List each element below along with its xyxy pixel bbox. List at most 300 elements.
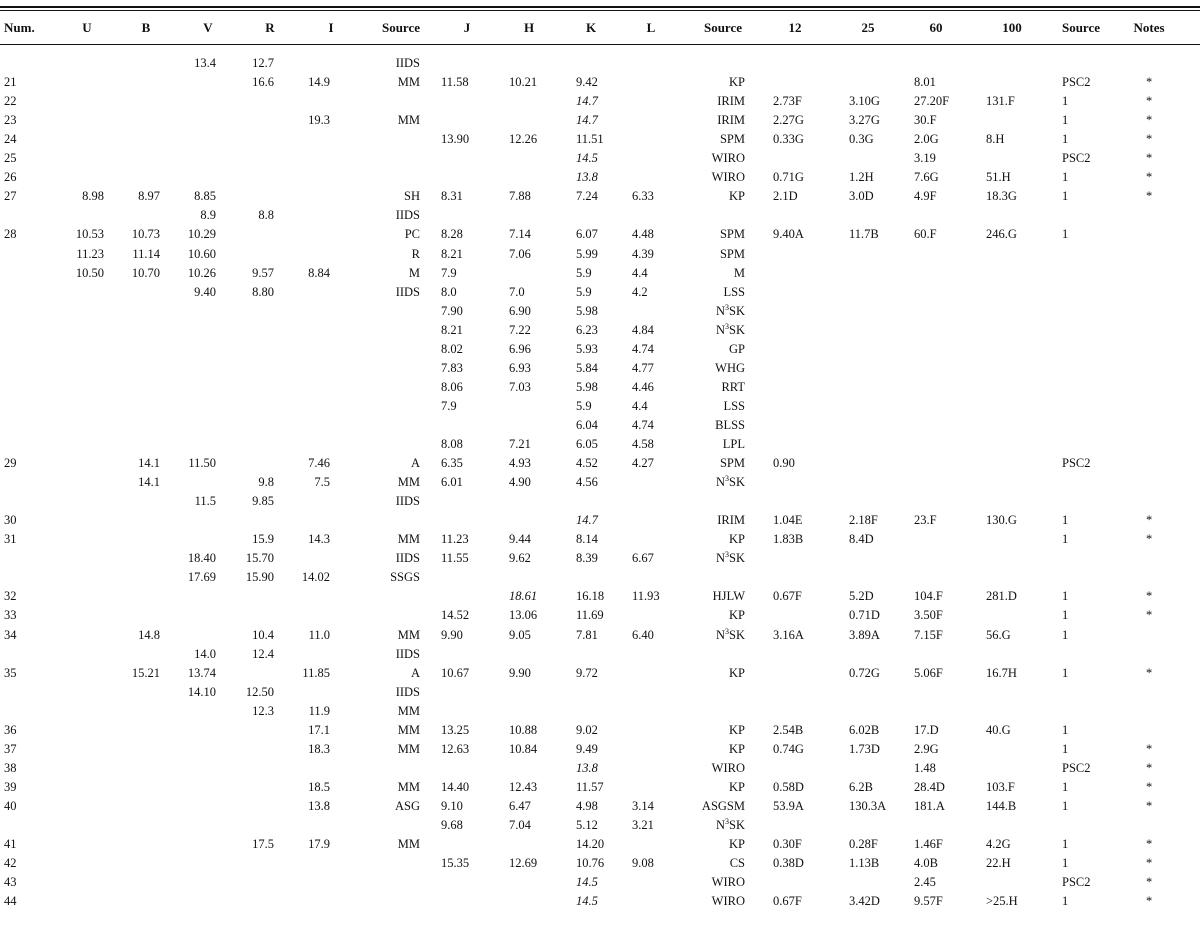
table-cell: 5.84 (576, 361, 598, 375)
table-cell: * (1146, 856, 1153, 870)
header-cell: V (203, 20, 213, 35)
table-cell: 14.5 (576, 894, 598, 908)
table-cell: SPM (719, 456, 745, 470)
table-cell: WIRO (711, 894, 745, 908)
table-cell: 0.58D (773, 780, 804, 794)
table-cell: 12.50 (245, 685, 274, 699)
table-cell: 2.45 (914, 875, 936, 889)
table-cell: 8.9 (200, 208, 216, 222)
table-cell: 8.0 (441, 285, 457, 299)
table-cell: 8.85 (194, 189, 216, 203)
header-cell: L (646, 20, 656, 35)
table-cell: 17.1 (308, 723, 330, 737)
table-cell: 4.4 (632, 399, 648, 413)
row-number: 37 (4, 742, 17, 756)
table-cell: 1.46F (914, 837, 943, 851)
table-cell: 4.56 (576, 475, 598, 489)
row-number: 22 (4, 94, 17, 108)
table-cell: 28.4D (914, 780, 945, 794)
table-cell: 14.9 (308, 75, 330, 89)
table-cell: * (1146, 513, 1153, 527)
table-cell: IIDS (395, 494, 420, 508)
table-cell: 6.07 (576, 227, 598, 241)
table-cell: 0.67F (773, 589, 802, 603)
table-cell: 4.48 (632, 227, 654, 241)
row-number: 21 (4, 75, 17, 89)
table-cell: BLSS (715, 418, 745, 432)
table-cell: $N^3SK$ (715, 303, 745, 318)
table-cell: WIRO (711, 170, 745, 184)
row-number: 41 (4, 837, 17, 851)
table-cell: 4.74 (632, 342, 654, 356)
table-cell: 0.74G (773, 742, 804, 756)
table-cell: 6.01 (441, 475, 463, 489)
table-cell: 15.9 (252, 532, 274, 546)
header-cell: K (585, 20, 597, 35)
table-cell: 6.47 (509, 799, 531, 813)
table-cell: 0.3G (849, 132, 874, 146)
table-cell: 7.6G (914, 170, 939, 184)
table-cell: 7.9 (441, 399, 457, 413)
table-cell: 0.72G (849, 666, 880, 680)
table-cell: 10.88 (509, 723, 538, 737)
table-cell: 9.72 (576, 666, 598, 680)
table-cell: 13.74 (187, 666, 216, 680)
header-cell: B (141, 20, 151, 35)
row-number: 24 (4, 132, 17, 146)
table-cell: 10.73 (131, 227, 160, 241)
header-cell: Source (1061, 20, 1101, 35)
table-cell: 0.67F (773, 894, 802, 908)
table-cell: 7.0 (509, 285, 525, 299)
table-cell: 8.21 (441, 247, 463, 261)
table-cell: 246.G (986, 227, 1017, 241)
table-cell: $N^3SK$ (715, 817, 745, 832)
table-cell: 2.54B (773, 723, 804, 737)
table-cell: 1 (1062, 666, 1069, 680)
table-cell: WIRO (711, 151, 745, 165)
table-cell: 103.F (986, 780, 1015, 794)
table-cell: 4.27 (632, 456, 654, 470)
table-cell: 0.90 (773, 456, 795, 470)
table-cell: 17.5 (252, 837, 274, 851)
table-cell: 15.70 (245, 551, 274, 565)
table-cell: 14.7 (576, 94, 598, 108)
table-cell: 1 (1062, 532, 1069, 546)
table-cell: LPL (722, 437, 745, 451)
table-cell: 4.0B (914, 856, 938, 870)
table-cell: 7.03 (509, 380, 531, 394)
table-cell: 10.67 (441, 666, 470, 680)
table-cell: 9.40A (773, 227, 804, 241)
table-cell: ASGSM (701, 799, 745, 813)
table-cell: 16.18 (576, 589, 605, 603)
table-cell: 1 (1062, 189, 1069, 203)
table-cell: 6.35 (441, 456, 463, 470)
table-cell: CS (729, 856, 745, 870)
table-cell: 3.27G (849, 113, 880, 127)
table-cell: 7.81 (576, 628, 598, 642)
row-number: 34 (4, 628, 17, 642)
table-cell: PSC2 (1062, 75, 1091, 89)
header-cell: Source (703, 20, 743, 35)
table-cell: IIDS (395, 647, 420, 661)
table-cell: 6.93 (509, 361, 531, 375)
table-cell: 9.90 (509, 666, 531, 680)
table-cell: 53.9A (773, 799, 804, 813)
table-cell: KP (729, 189, 745, 203)
table-cell: 5.98 (576, 304, 598, 318)
header-cell: Num. (4, 20, 35, 35)
table-cell: 5.2D (849, 589, 874, 603)
header-cell: I (328, 20, 334, 35)
table-cell: 1.04E (773, 513, 803, 527)
table-cell: 14.10 (187, 685, 216, 699)
table-cell: $N^3SK$ (715, 627, 745, 642)
table-cell: 9.62 (509, 551, 531, 565)
table-cell: 5.98 (576, 380, 598, 394)
table-cell: 7.14 (509, 227, 531, 241)
table-cell: 6.05 (576, 437, 598, 451)
table-cell: 18.3G (986, 189, 1017, 203)
table-cell: 2.18F (849, 513, 878, 527)
table-cell: M (733, 266, 745, 280)
table-cell: * (1146, 94, 1153, 108)
table-cell: 13.06 (509, 608, 538, 622)
table-cell: A (410, 456, 420, 470)
table-cell: 10.26 (187, 266, 216, 280)
table-cell: 14.1 (138, 475, 160, 489)
table-cell: * (1146, 132, 1153, 146)
table-cell: 281.D (986, 589, 1017, 603)
table-cell: KP (729, 608, 745, 622)
table-cell: LSS (723, 399, 745, 413)
table-cell: 3.42D (849, 894, 880, 908)
table-cell: 8.06 (441, 380, 463, 394)
table-cell: 1 (1062, 799, 1069, 813)
row-number: 33 (4, 608, 17, 622)
table-cell: 14.7 (576, 513, 598, 527)
table-cell: 9.05 (509, 628, 531, 642)
table-cell: 7.06 (509, 247, 531, 261)
table-cell: 0.30F (773, 837, 802, 851)
table-cell: 4.58 (632, 437, 654, 451)
table-cell: 9.40 (194, 285, 216, 299)
table-cell: 104.F (914, 589, 943, 603)
table-cell: 4.2 (632, 285, 648, 299)
table-cell: 4.46 (632, 380, 654, 394)
table-cell: WHG (715, 361, 745, 375)
table-cell: 0.28F (849, 837, 878, 851)
table-cell: MM (397, 475, 420, 489)
table-cell: 10.21 (509, 75, 538, 89)
table-cell: 9.02 (576, 723, 598, 737)
table-cell: * (1146, 666, 1153, 680)
table-cell: 0.38D (773, 856, 804, 870)
table-cell: 5.9 (576, 285, 592, 299)
table-cell: 8.8 (258, 208, 274, 222)
table-cell: 13.8 (576, 170, 598, 184)
table-cell: 8.28 (441, 227, 463, 241)
table-cell: 0.33G (773, 132, 804, 146)
table-cell: R (411, 247, 420, 261)
row-number: 28 (4, 227, 17, 241)
table-cell: 7.90 (441, 304, 463, 318)
table-cell: A (410, 666, 420, 680)
table-cell: 6.40 (632, 628, 654, 642)
table-cell: PSC2 (1062, 456, 1091, 470)
table-cell: 7.9 (441, 266, 457, 280)
table-cell: 8.H (986, 132, 1005, 146)
table-cell: 19.3 (308, 113, 330, 127)
table-cell: $N^3SK$ (715, 474, 745, 489)
row-number: 35 (4, 666, 17, 680)
table-cell: GP (729, 342, 745, 356)
table-cell: 1.2H (849, 170, 874, 184)
table-cell: 9.49 (576, 742, 598, 756)
table-cell: 18.3 (308, 742, 330, 756)
table-cell: 10.29 (187, 227, 216, 241)
table-cell: KP (729, 532, 745, 546)
row-number: 29 (4, 456, 17, 470)
table-cell: 9.8 (258, 475, 274, 489)
table-cell: 4.52 (576, 456, 598, 470)
table-cell: 1 (1062, 742, 1069, 756)
table-cell: 13.25 (441, 723, 470, 737)
table-cell: 6.90 (509, 304, 531, 318)
table-cell: KP (729, 780, 745, 794)
table-cell: 4.4 (632, 266, 648, 280)
header-cell: 25 (861, 20, 875, 35)
table-cell: 11.14 (132, 247, 160, 261)
row-number: 30 (4, 513, 17, 527)
table-cell: 51.H (986, 170, 1011, 184)
table-cell: PSC2 (1062, 761, 1091, 775)
table-cell: 131.F (986, 94, 1015, 108)
table-cell: 9.42 (576, 75, 598, 89)
table-cell: 11.5 (194, 494, 216, 508)
table-cell: 18.61 (509, 589, 538, 603)
table-cell: 17.D (914, 723, 939, 737)
header-cell: Notes (1133, 20, 1165, 35)
table-cell: 4.39 (632, 247, 654, 261)
table-cell: MM (397, 704, 420, 718)
table-cell: 4.9F (914, 189, 937, 203)
table-cell: SH (404, 189, 420, 203)
table-cell: MM (397, 723, 420, 737)
header-cell: U (82, 20, 92, 35)
table-cell: ASG (394, 799, 420, 813)
table-cell: 11.0 (308, 628, 330, 642)
table-cell: 1 (1062, 227, 1069, 241)
table-cell: IRIM (717, 113, 745, 127)
table-cell: 1.13B (849, 856, 880, 870)
table-cell: 7.83 (441, 361, 463, 375)
table-cell: 13.8 (308, 799, 330, 813)
table-cell: 2.73F (773, 94, 802, 108)
table-cell: KP (729, 837, 745, 851)
table-cell: 7.46 (308, 456, 330, 470)
table-cell: 14.20 (576, 837, 605, 851)
table-cell: 8.01 (914, 75, 936, 89)
header-cell: 60 (929, 20, 943, 35)
table-cell: * (1146, 589, 1153, 603)
table-cell: * (1146, 761, 1153, 775)
table-cell: SPM (719, 247, 745, 261)
table-cell: KP (729, 666, 745, 680)
header-cell: 12 (788, 20, 802, 35)
row-number: 38 (4, 761, 17, 775)
table-cell: 4.84 (632, 323, 654, 337)
table-cell: 9.85 (252, 494, 274, 508)
table-cell: KP (729, 723, 745, 737)
table-cell: 6.33 (632, 189, 654, 203)
table-cell: 10.53 (75, 227, 104, 241)
table-cell: 14.1 (138, 456, 160, 470)
table-cell: * (1146, 189, 1153, 203)
table-cell: 7.04 (509, 818, 531, 832)
table-cell: 8.4D (849, 532, 874, 546)
table-cell: 10.84 (509, 742, 538, 756)
table-cell: RRT (721, 380, 745, 394)
table-cell: 12.63 (441, 742, 470, 756)
row-number: 26 (4, 170, 17, 184)
table-cell: 6.23 (576, 323, 598, 337)
table-cell: * (1146, 532, 1153, 546)
table-cell: PC (404, 227, 420, 241)
table-cell: 11.85 (302, 666, 330, 680)
table-cell: M (408, 266, 420, 280)
table-cell: 14.5 (576, 151, 598, 165)
row-number: 32 (4, 589, 17, 603)
table-cell: 16.7H (986, 666, 1017, 680)
table-cell: 3.50F (914, 608, 943, 622)
table-cell: 10.60 (187, 247, 216, 261)
table-cell: * (1146, 75, 1153, 89)
table-cell: 1 (1062, 589, 1069, 603)
table-cell: 1 (1062, 894, 1069, 908)
table-cell: 18.40 (187, 551, 216, 565)
table-cell: 14.8 (138, 628, 160, 642)
table-cell: IIDS (395, 208, 420, 222)
table-cell: 30.F (914, 113, 937, 127)
table-cell: 8.02 (441, 342, 463, 356)
table-cell: 6.67 (632, 551, 654, 565)
table-cell: 8.08 (441, 437, 463, 451)
table-cell: IIDS (395, 56, 420, 70)
table-cell: 5.9 (576, 399, 592, 413)
table-cell: 11.23 (76, 247, 104, 261)
table-cell: 11.50 (188, 456, 216, 470)
table-cell: KP (729, 75, 745, 89)
table-cell: 8.98 (82, 189, 104, 203)
table-cell: 4.90 (509, 475, 531, 489)
row-number: 25 (4, 151, 17, 165)
table-cell: 8.21 (441, 323, 463, 337)
table-cell: 4.93 (509, 456, 531, 470)
table-cell: 5.06F (914, 666, 943, 680)
table-cell: 5.93 (576, 342, 598, 356)
table-cell: 11.57 (576, 780, 604, 794)
table-cell: 5.99 (576, 247, 598, 261)
table-cell: 4.98 (576, 799, 598, 813)
table-cell: 15.35 (441, 856, 470, 870)
table-cell: 9.44 (509, 532, 531, 546)
table-cell: 11.51 (576, 132, 604, 146)
table-cell: * (1146, 894, 1153, 908)
table-cell: IIDS (395, 685, 420, 699)
header-cell: Source (381, 20, 421, 35)
row-number: 36 (4, 723, 17, 737)
table-cell: IIDS (395, 285, 420, 299)
table-cell: 1 (1062, 94, 1069, 108)
table-cell: * (1146, 742, 1153, 756)
table-cell: 56.G (986, 628, 1011, 642)
table-cell: 7.15F (914, 628, 943, 642)
table-cell: 2.0G (914, 132, 939, 146)
table-cell: 12.7 (252, 56, 274, 70)
table-cell: SPM (719, 227, 745, 241)
table-cell: 3.10G (849, 94, 880, 108)
top-rule-thin (0, 10, 1200, 11)
table-cell: 23.F (914, 513, 937, 527)
table-cell: 6.2B (849, 780, 873, 794)
table-cell: 16.6 (252, 75, 274, 89)
table-cell: 5.9 (576, 266, 592, 280)
table-cell: SSGS (390, 570, 420, 584)
table-cell: HJLW (712, 589, 745, 603)
table-cell: 7.22 (509, 323, 531, 337)
table-cell: MM (397, 780, 420, 794)
table-cell: MM (397, 532, 420, 546)
table-cell: 12.69 (509, 856, 538, 870)
table-cell: 130.G (986, 513, 1017, 527)
table-cell: 12.43 (509, 780, 538, 794)
table-cell: 11.7B (849, 227, 879, 241)
row-number: 44 (4, 894, 17, 908)
table-cell: 3.0D (849, 189, 874, 203)
table-cell: 13.4 (194, 56, 216, 70)
table-cell: 11.23 (441, 532, 469, 546)
table-cell: * (1146, 151, 1153, 165)
table-cell: 181.A (914, 799, 945, 813)
table-cell: 7.88 (509, 189, 531, 203)
table-cell: 40.G (986, 723, 1011, 737)
table-cell: 17.9 (308, 837, 330, 851)
header-rule (0, 44, 1200, 45)
table-cell: 14.0 (194, 647, 216, 661)
table-cell: 8.80 (252, 285, 274, 299)
table-cell: 3.19 (914, 151, 936, 165)
table-cell: 10.4 (252, 628, 274, 642)
table-cell: * (1146, 875, 1153, 889)
table-cell: IRIM (717, 513, 745, 527)
table-cell: 7.5 (314, 475, 330, 489)
table-cell: 130.3A (849, 799, 887, 813)
table-cell: 0.71D (849, 608, 880, 622)
table-cell: IIDS (395, 551, 420, 565)
table-cell: 18.5 (308, 780, 330, 794)
table-cell: 14.3 (308, 532, 330, 546)
table-cell: 1 (1062, 628, 1069, 642)
header-cell: H (523, 20, 535, 35)
table-cell: MM (397, 113, 420, 127)
table-cell: 11.58 (441, 75, 469, 89)
table-cell: 1.48 (914, 761, 936, 775)
table-cell: 6.96 (509, 342, 531, 356)
table-cell: $N^3SK$ (715, 550, 745, 565)
table-cell: 9.90 (441, 628, 463, 642)
